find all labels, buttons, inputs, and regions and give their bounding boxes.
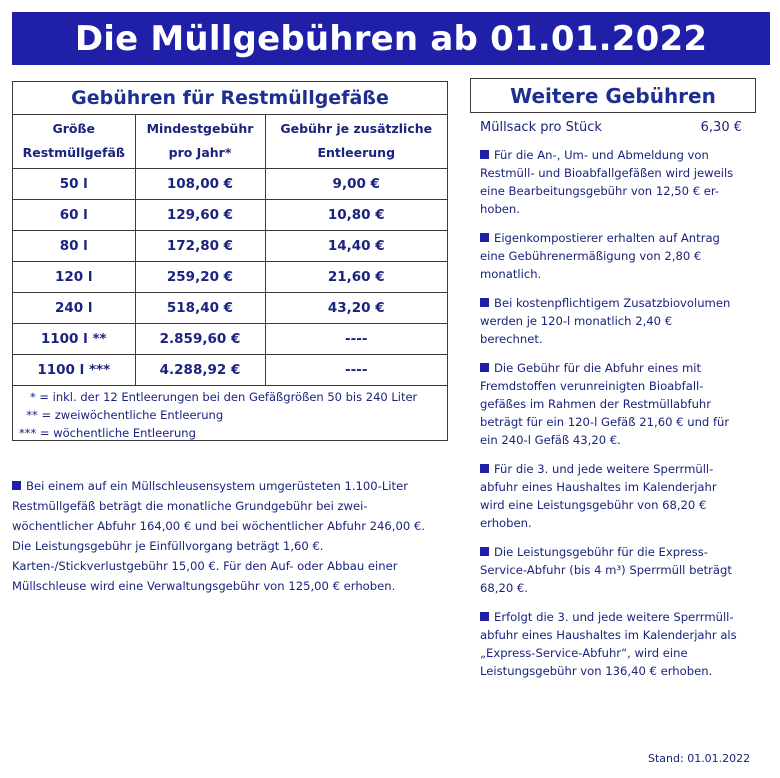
note-text: Eigenkompostierer erhalten auf Antrag eine Gebührenermäßigung von 2,80 € monatlich. xyxy=(480,231,720,281)
table-row xyxy=(13,354,447,385)
muellsack-price: 6,30 € xyxy=(700,120,742,135)
note-item xyxy=(480,146,750,218)
cell-min-fee: 2.859,60 € xyxy=(135,323,265,354)
footnote-double-star: ** = zweiwöchentliche Entleerung xyxy=(19,407,224,422)
muellsack-price-row xyxy=(480,120,742,135)
square-bullet-icon xyxy=(480,298,489,307)
note-text: Die Gebühr für die Abfuhr eines mit Fremdstoffen verunreinigten Bioabfall- gefäßes im Rahmen der Restmüllabfuhr beträgt für ein 120-l Gefäß 21,60 € und für ein 240-l Gefäß 43,20 €. xyxy=(480,361,730,447)
cell-extra-fee: 43,20 € xyxy=(265,292,447,323)
header-size-line2: Restmüllgefäß xyxy=(22,145,125,161)
table-row xyxy=(13,199,447,230)
note-item xyxy=(480,608,750,680)
cell-size: 1100 l ** xyxy=(13,323,135,354)
cell-size: 50 l xyxy=(13,168,135,199)
header-size xyxy=(13,115,135,168)
table-row xyxy=(13,168,447,199)
cell-size: 60 l xyxy=(13,199,135,230)
cell-min-fee: 172,80 € xyxy=(135,230,265,261)
square-bullet-icon xyxy=(480,363,489,372)
fee-table-header-row xyxy=(13,115,447,168)
fee-table-title: Gebühren für Restmüllgefäße xyxy=(13,82,447,115)
cell-extra-fee: 14,40 € xyxy=(265,230,447,261)
cell-extra-fee: ---- xyxy=(265,323,447,354)
stand-date: Stand: 01.01.2022 xyxy=(648,752,751,765)
square-bullet-icon xyxy=(480,464,489,473)
muellschleuse-note xyxy=(12,476,432,596)
cell-size: 80 l xyxy=(13,230,135,261)
square-bullet-icon xyxy=(12,481,21,490)
cell-size: 1100 l *** xyxy=(13,354,135,385)
header-min-fee xyxy=(135,115,265,168)
square-bullet-icon xyxy=(480,547,489,556)
fee-table xyxy=(13,115,447,386)
more-fees-title: Weitere Gebühren xyxy=(470,78,756,113)
header-extra-fee xyxy=(265,115,447,168)
note-item xyxy=(480,359,750,449)
footnote-triple-star: *** = wöchentliche Entleerung xyxy=(19,425,196,440)
note-text: Bei kostenpflichtigem Zusatzbiovolumen werden je 120-l monatlich 2,40 € berechnet. xyxy=(480,296,731,346)
cell-size: 120 l xyxy=(13,261,135,292)
note-item xyxy=(480,460,750,532)
note-text: Die Leistungsgebühr für die Express- Service-Abfuhr (bis 4 m³) Sperrmüll beträgt 68,20 €. xyxy=(480,545,732,595)
header-size-line1: Größe xyxy=(52,121,95,137)
table-row xyxy=(13,261,447,292)
note-text: Erfolgt die 3. und jede weitere Sperrmüll- abfuhr eines Haushaltes im Kalenderjahr als „Express-Service-Abfuhr“, wird eine Leistungsgebühr von 136,40 € erhoben. xyxy=(480,610,737,678)
header-min-fee-line1: Mindestgebühr xyxy=(146,121,254,137)
header-min-fee-line2: pro Jahr* xyxy=(168,145,232,161)
table-row xyxy=(13,292,447,323)
cell-min-fee: 108,00 € xyxy=(135,168,265,199)
restmuell-fee-table-box xyxy=(12,81,448,441)
cell-extra-fee: 9,00 € xyxy=(265,168,447,199)
cell-min-fee: 4.288,92 € xyxy=(135,354,265,385)
cell-min-fee: 518,40 € xyxy=(135,292,265,323)
cell-extra-fee: ---- xyxy=(265,354,447,385)
header-extra-fee-line2: Entleerung xyxy=(317,145,396,161)
footnote-single-star: * = inkl. der 12 Entleerungen bei den Gefäßgrößen 50 bis 240 Liter xyxy=(19,389,418,404)
page-title: Die Müllgebühren ab 01.01.2022 xyxy=(12,12,770,65)
header-extra-fee-line1: Gebühr je zusätzliche xyxy=(280,121,433,137)
muellschleuse-note-text: Bei einem auf ein Müllschleusensystem umgerüsteten 1.100-Liter Restmüllgefäß beträgt die monatliche Grundgebühr bei zwei-wöchentlicher Abfuhr 164,00 € und bei wöchentlicher Abfuhr 246,00 €. Die Leistungsgebühr je Einfüllvorgang beträgt 1,60 €. Karten-/Stickverlustgebühr 15,00 €. Für den Auf- oder Abbau einer Müllschleuse wird eine Verwaltungsgebühr von 125,00 € erhoben. xyxy=(12,479,425,593)
square-bullet-icon xyxy=(480,612,489,621)
table-row xyxy=(13,230,447,261)
cell-extra-fee: 10,80 € xyxy=(265,199,447,230)
square-bullet-icon xyxy=(480,150,489,159)
note-text: Für die 3. und jede weitere Sperrmüll- abfuhr eines Haushaltes im Kalenderjahr wird eine Leistungsgebühr von 68,20 € erhoben. xyxy=(480,462,717,530)
note-item xyxy=(480,543,750,597)
more-fees-notes xyxy=(480,146,750,691)
fee-table-footnotes xyxy=(13,386,447,442)
cell-min-fee: 129,60 € xyxy=(135,199,265,230)
note-item xyxy=(480,294,750,348)
note-text: Für die An-, Um- und Abmeldung von Restmüll- und Bioabfallgefäßen wird jeweils eine Bearbeitungsgebühr von 12,50 € er- hoben. xyxy=(480,148,734,216)
table-row xyxy=(13,323,447,354)
square-bullet-icon xyxy=(480,233,489,242)
cell-size: 240 l xyxy=(13,292,135,323)
note-item xyxy=(480,229,750,283)
cell-extra-fee: 21,60 € xyxy=(265,261,447,292)
cell-min-fee: 259,20 € xyxy=(135,261,265,292)
muellsack-label: Müllsack pro Stück xyxy=(480,120,602,135)
